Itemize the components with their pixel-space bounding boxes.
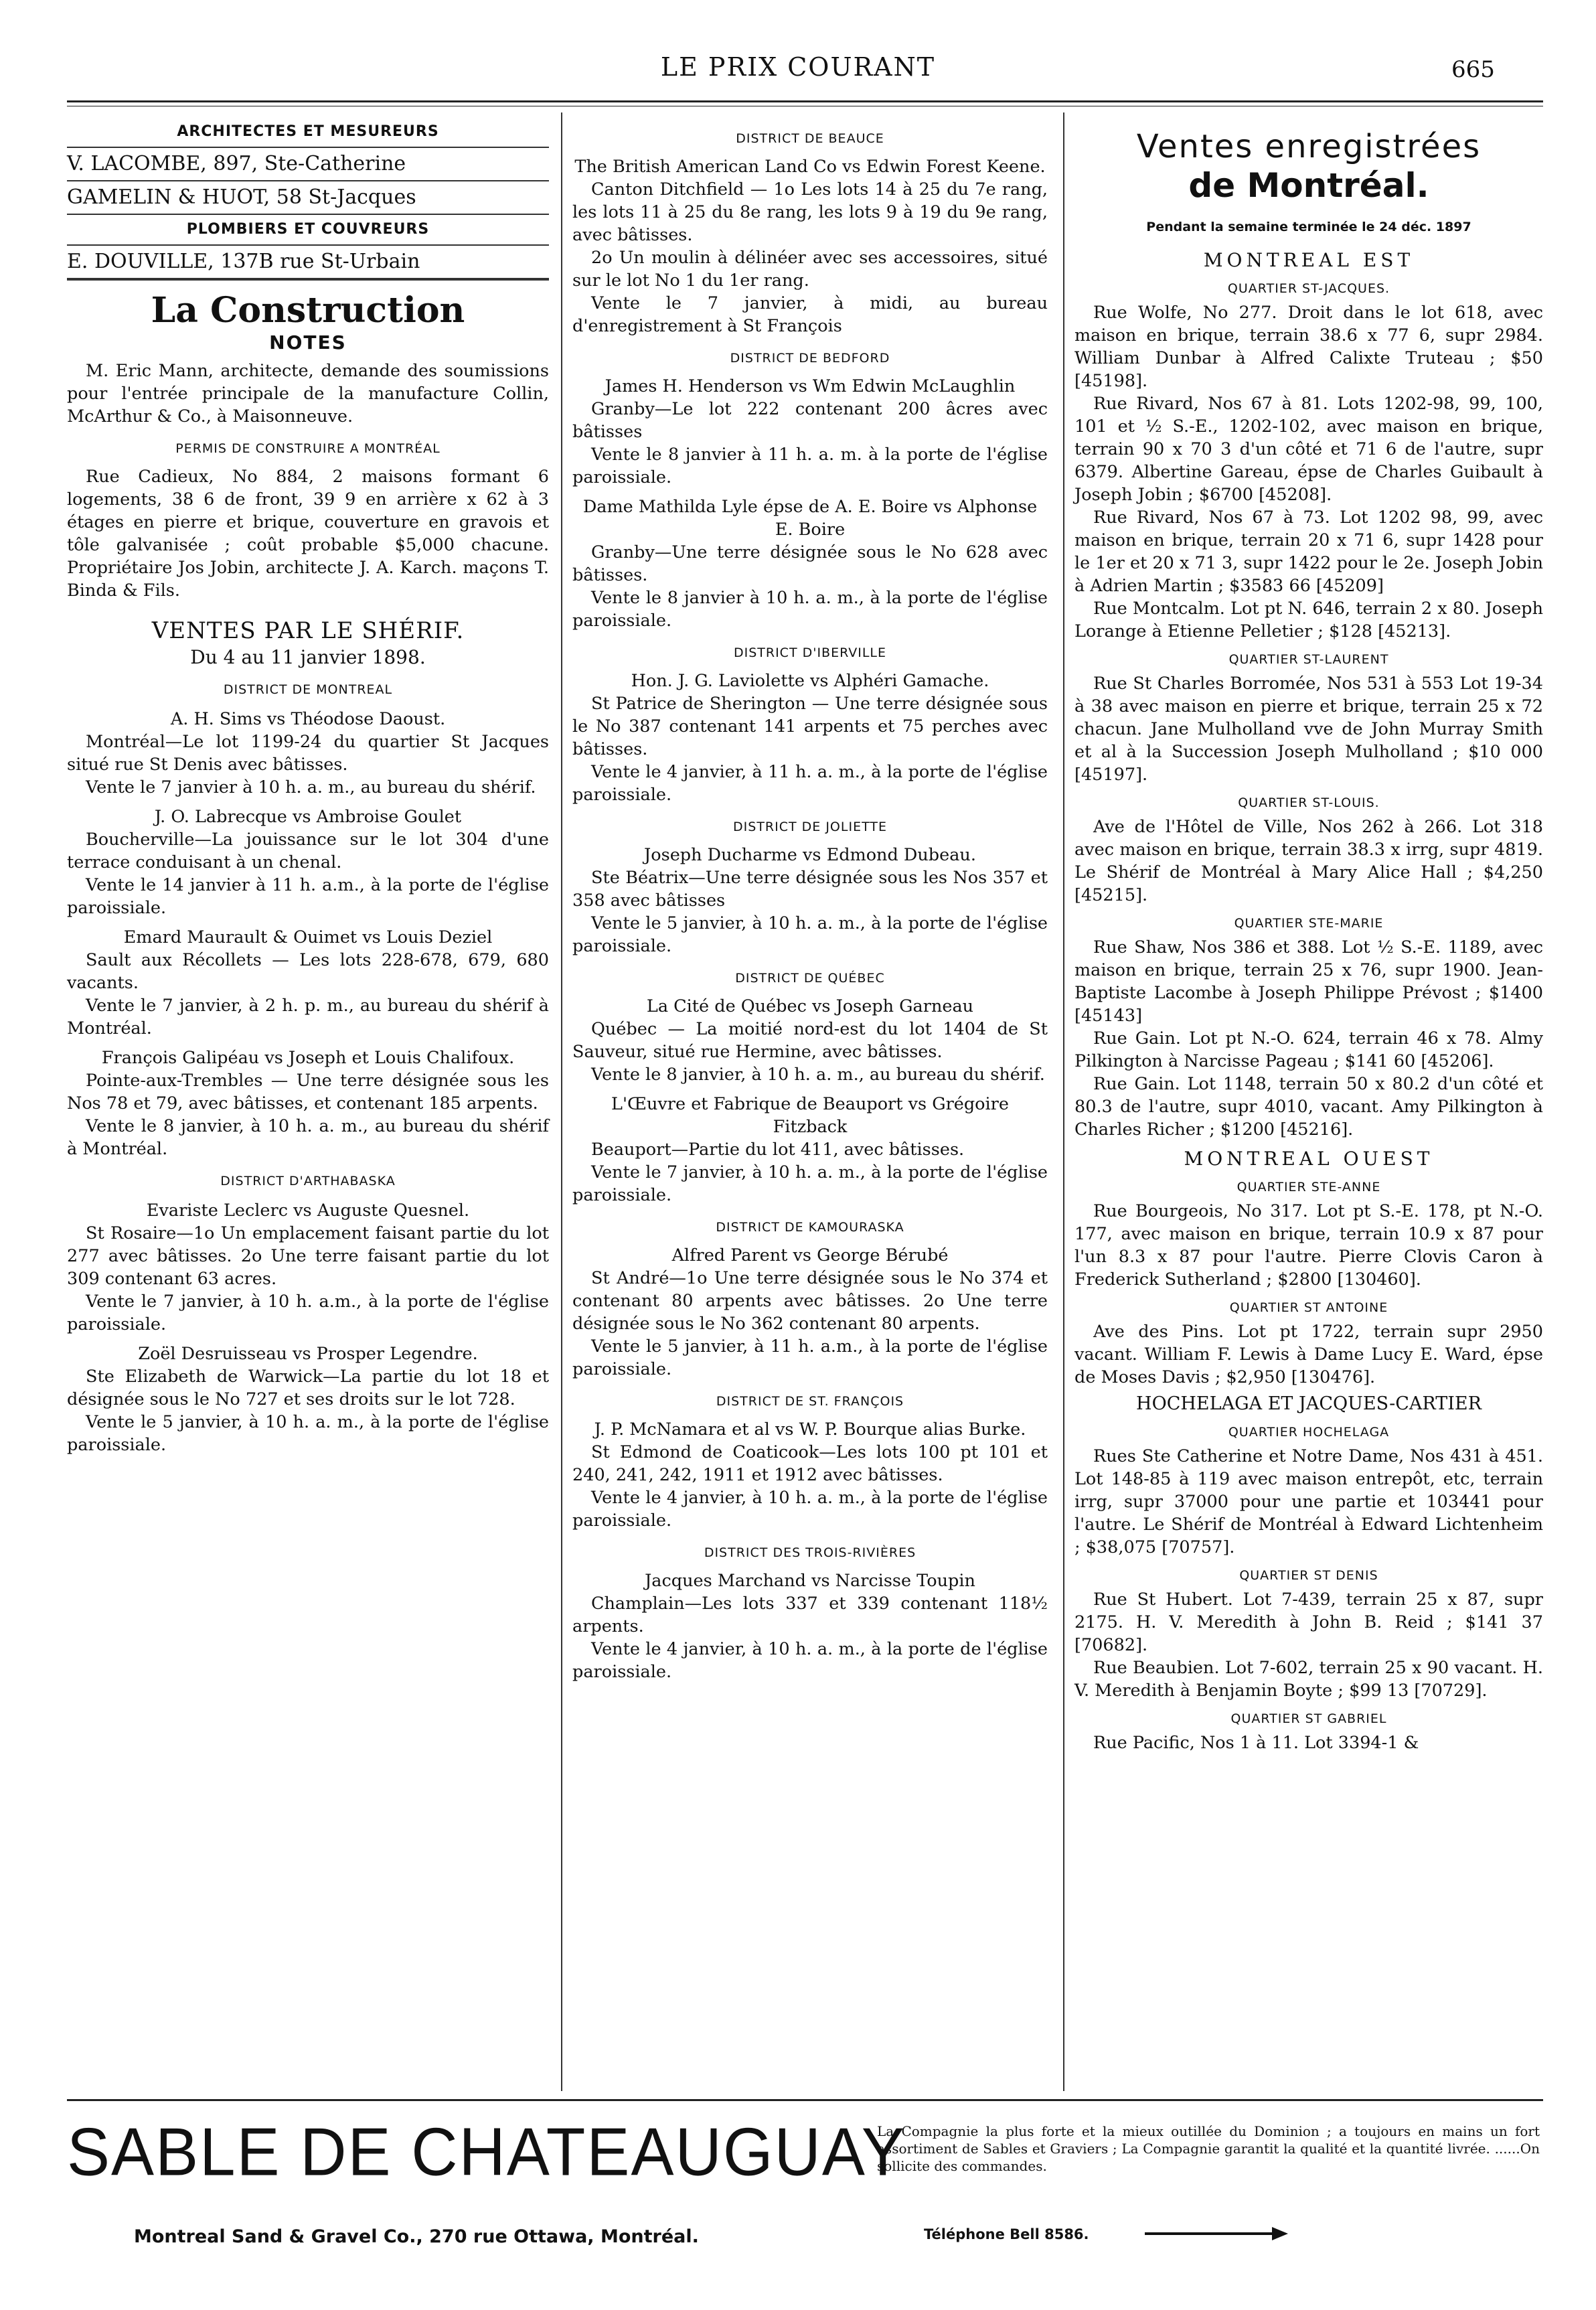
sale-entry: Rue St Charles Borromée, Nos 531 à 553 Lot 19-34 à 38 avec maison en pierre et brique, terrain 25 x 72 chacun. Jane Mulholland vve de John Murray Smith et al à la Succession Joseph Mulholland ; $10 000 [45197]. [1074, 674, 1543, 785]
case-sale: Vente le 7 janvier, à midi, au bureau d'enregistrement à St François [572, 293, 1048, 336]
case-title: The British American Land Co vs Edwin Forest Keene. [574, 157, 1046, 177]
card-gamelin: GAMELIN & HUOT, 58 St-Jacques [67, 185, 416, 209]
case-title: François Galipéau vs Joseph et Louis Chalifoux. [101, 1048, 515, 1068]
sale-entry: Rue Rivard, Nos 67 à 81. Lots 1202-98, 99, 100, 101 et ½ S.-E., 1202-102, avec maison en brique, terrain 90 x 70 3 d'un côté et 71 6 de l'autre, supr 6379. Albertine Gareau, épse de Charles Guibault à Joseph Jobin ; $6700 [45208]. [1074, 394, 1543, 505]
sale-entry: Rue Beaubien. Lot 7-602, terrain 25 x 90 vacant. H. V. Meredith à Benjamin Boyte ; $99 13 [70729]. [1074, 1658, 1543, 1701]
case-sale: Vente le 5 janvier, à 11 h. a.m., à la porte de l'église paroissiale. [572, 1336, 1048, 1379]
sale-entry: Ave des Pins. Lot pt 1722, terrain supr 2950 vacant. William F. Lewis à Dame Lucy E. Ward, épse de Moses Davis ; $2,950 [130476]. [1074, 1322, 1543, 1387]
district-bedford: DISTRICT DE BEDFORD [730, 351, 890, 366]
district-montreal: DISTRICT DE MONTREAL [223, 682, 393, 697]
divider [67, 244, 549, 246]
case-text: Sault aux Récollets — Les lots 228-678, 679, 680 vacants. [67, 950, 549, 993]
column-2 [572, 127, 1048, 1683]
divider [67, 147, 549, 148]
sherif-dates: Du 4 au 11 janvier 1898. [190, 646, 426, 668]
title-notes: NOTES [269, 331, 347, 354]
quartier-heading: QUARTIER ST-JACQUES. [1227, 281, 1390, 296]
card-douville: E. DOUVILLE, 137B rue St-Urbain [67, 250, 420, 273]
sale-entry: Rue Montcalm. Lot pt N. 646, terrain 2 x 80. Joseph Lorange à Etienne Pelletier ; $128 [45213]. [1074, 599, 1543, 641]
region-montreal-ouest: MONTREAL OUEST [1184, 1148, 1434, 1170]
sale-entry: Rue Wolfe, No 277. Droit dans le lot 618, avec maison en brique, terrain 38.6 x 77 6, supr 2984. William Dunbar à Alfred Calixte Truteau ; $50 [45198]. [1074, 303, 1543, 391]
district-iberville: DISTRICT D'IBERVILLE [733, 645, 887, 660]
divider [67, 180, 549, 181]
sale-entry: Rue Bourgeois, No 317. Lot pt S.-E. 178, pt N.-O. 177, avec maison en brique, terrain 10.9 x 87 pour l'un 8.3 x 87 pour l'autre. Pierre Clovis Caron à Frederick Sutherland ; $2800 [130460]. [1074, 1201, 1543, 1290]
case-text: Montréal—Le lot 1199-24 du quartier St Jacques situé rue St Denis avec bâtisses. [67, 732, 549, 775]
case-title: Emard Maurault & Ouimet vs Louis Deziel [123, 927, 493, 947]
case-text: St André—1o Une terre désignée sous le No 374 et contenant 80 arpents avec bâtisses. 2o Une terre désignée sous le No 362 contenant 80 arpents. [572, 1268, 1048, 1334]
quartier-heading: QUARTIER ST-LAURENT [1228, 652, 1389, 667]
case-text: Ste Elizabeth de Warwick—La partie du lot 18 et désignée sous le No 727 et ses droits sur le lot 728. [67, 1367, 549, 1409]
permis-text: Rue Cadieux, No 884, 2 maisons formant 6 logements, 38 6 de front, 39 9 en arrière x 62 à 3 étages en pierre et brique, couverture en gravois et tôle galvanisée ; coût probable $5,000 chacune. Propriétaire Jos Jobin, architecte J. A. Karch. maçons T. Binda & Fils. [67, 467, 549, 601]
district-kamouraska: DISTRICT DE KAMOURASKA [716, 1220, 904, 1235]
case-text: Pointe-aux-Trembles — Une terre désignée sous les Nos 78 et 79, avec bâtisses, et contenant 185 arpents. [67, 1071, 549, 1113]
case-title: Joseph Ducharme vs Edmond Dubeau. [644, 845, 976, 865]
case-title: Dame Mathilda Lyle épse de A. E. Boire vs Alphonse E. Boire [582, 497, 1038, 540]
case-sale: Vente le 8 janvier à 11 h. a. m. à la porte de l'église paroissiale. [572, 445, 1048, 487]
case-text: Granby—Une terre désignée sous le No 628 avec bâtisses. [572, 542, 1048, 585]
sale-entry: Ave de l'Hôtel de Ville, Nos 262 à 266. Lot 318 avec maison en brique, terrain 38.3 x irrg, supr 4819. Le Shérif de Montréal à Mary Alice Hall ; $4,250 [45215]. [1074, 817, 1543, 905]
sale-entry: Rue Gain. Lot 1148, terrain 50 x 80.2 d'un côté et 80.3 de l'autre, supr 4010, vacant. Amy Pilkington à Charles Richer ; $1200 [45216]. [1074, 1074, 1543, 1140]
case-sale: Vente le 7 janvier, à 10 h. a. m., à la porte de l'église paroissiale. [572, 1162, 1048, 1205]
case-sale: Vente le 8 janvier à 10 h. a. m., à la porte de l'église paroissiale. [572, 588, 1048, 631]
case-sale: Vente le 14 janvier à 11 h. a.m., à la porte de l'église paroissiale. [67, 875, 549, 918]
case-title: J. P. McNamara et al vs W. P. Bourque alias Burke. [594, 1419, 1026, 1440]
case-text: Boucherville—La jouissance sur le lot 304 d'une terrace conduisant à un chenal. [67, 830, 549, 872]
card-lacombe: V. LACOMBE, 897, Ste-Catherine [67, 152, 406, 175]
column-1 [67, 121, 549, 1456]
district-quebec: DISTRICT DE QUÉBEC [735, 971, 885, 986]
sale-entry: Rue Shaw, Nos 386 et 388. Lot ½ S.-E. 1189, avec maison en brique, terrain 25 x 76, supr 1900. Jean-Baptiste Lacombe à Joseph Philippe Prévost ; $1400 [45143] [1074, 937, 1543, 1026]
header-rule [67, 100, 1543, 102]
case-text: St Edmond de Coaticook—Les lots 100 pt 101 et 240, 241, 242, 1911 et 1912 avec bâtisses. [572, 1442, 1048, 1485]
ad-title: SABLE DE CHATEAUGUAY [67, 2114, 906, 2190]
case-text: St Patrice de Sherington — Une terre désignée sous le No 387 contenant 141 arpents et 75 perches avec bâtisses. [572, 694, 1048, 759]
permis-title: PERMIS DE CONSTRUIRE A MONTRÉAL [175, 441, 441, 456]
case-sale: Vente le 5 janvier, à 10 h. a. m., à la porte de l'église paroissiale. [67, 1412, 549, 1455]
ad-telephone: Téléphone Bell 8586. [924, 2226, 1089, 2242]
column-divider-1 [561, 112, 562, 2091]
title-ventes: Ventes enregistrées [1136, 128, 1482, 165]
footer-rule [67, 2099, 1543, 2101]
case-title: Evariste Leclerc vs Auguste Quesnel. [146, 1201, 470, 1221]
week-ending: Pendant la semaine terminée le 24 déc. 1897 [1146, 220, 1471, 234]
case-text: Beauport—Partie du lot 411, avec bâtisses. [591, 1140, 965, 1160]
quartier-heading: QUARTIER STE-ANNE [1236, 1180, 1381, 1195]
column-divider-2 [1063, 112, 1064, 2091]
sale-entry: Rues Ste Catherine et Notre Dame, Nos 431 à 451. Lot 148-85 à 119 avec maison entrepôt, etc, terrain irrg, supr 37000 pour une partie et 103441 pour l'autre. Le Shérif de Montréal à Edward Lichtenheim ; $38,075 [70757]. [1074, 1446, 1543, 1557]
case-sale: Vente le 7 janvier, à 10 h. a.m., à la porte de l'église paroissiale. [67, 1292, 549, 1334]
arrow-shaft [1145, 2232, 1279, 2235]
quartier-heading: QUARTIER HOCHELAGA [1228, 1425, 1390, 1440]
case-sale: Vente le 7 janvier à 10 h. a. m., au bureau du shérif. [86, 777, 536, 797]
case-sale: Vente le 8 janvier, à 10 h. a. m., au bureau du shérif à Montréal. [67, 1116, 549, 1159]
quartier-heading: QUARTIER ST GABRIEL [1230, 1711, 1387, 1726]
quartier-heading: QUARTIER ST ANTOINE [1229, 1300, 1388, 1315]
sale-entry: Rue Gain. Lot pt N.-O. 624, terrain 46 x 78. Almy Pilkington à Narcisse Pageau ; $141 60 [45206]. [1074, 1028, 1543, 1071]
ad-company: Montreal Sand & Gravel Co., 270 rue Ottawa, Montréal. [134, 2226, 699, 2247]
case-title: La Cité de Québec vs Joseph Garneau [646, 996, 974, 1016]
arrow-icon [1272, 2227, 1288, 2240]
quartier-heading: QUARTIER STE-MARIE [1234, 916, 1384, 931]
sale-entry: Rue St Hubert. Lot 7-439, terrain 25 x 87, supr 2175. H. V. Meredith à John B. Reid ; $141 37 [70682]. [1074, 1590, 1543, 1655]
district-st-francois: DISTRICT DE ST. FRANÇOIS [716, 1394, 904, 1409]
column-3 [1074, 127, 1543, 1754]
case-sale: Vente le 5 janvier, à 10 h. a. m., à la porte de l'église paroissiale. [572, 913, 1048, 956]
case-title: Zoël Desruisseau vs Prosper Legendre. [138, 1344, 478, 1364]
case-title: Hon. J. G. Laviolette vs Alphéri Gamache. [631, 671, 989, 691]
ad-blurb: La Compagnie la plus forte et la mieux outillée du Dominion ; a toujours en mains un fort assortiment de Sables et Graviers ; La Compagnie garantit la qualité et la quantité livrée. ......On sollicite des commandes. [877, 2123, 1540, 2174]
divider [67, 278, 549, 281]
quartier-heading: QUARTIER ST-LOUIS. [1238, 795, 1380, 810]
quartier-heading: QUARTIER ST DENIS [1239, 1568, 1378, 1583]
case-sale: Vente le 4 janvier, à 10 h. a. m., à la porte de l'église paroissiale. [572, 1488, 1048, 1531]
page-header-title: LE PRIX COURANT [660, 52, 936, 82]
district-beauce: DISTRICT DE BEAUCE [736, 131, 884, 146]
district-trois-rivieres: DISTRICT DES TROIS-RIVIÈRES [704, 1545, 916, 1560]
region-hochelaga: HOCHELAGA ET JACQUES-CARTIER [1136, 1393, 1482, 1414]
district-joliette: DISTRICT DE JOLIETTE [733, 820, 887, 834]
case-text: Ste Béatrix—Une terre désignée sous les Nos 357 et 358 avec bâtisses [572, 868, 1048, 911]
section-architectes: ARCHITECTES ET MESUREURS [177, 123, 439, 140]
case-title: James H. Henderson vs Wm Edwin McLaughlin [605, 376, 1016, 396]
divider [67, 214, 549, 215]
case-text: Québec — La moitié nord-est du lot 1404 de St Sauveur, situé rue Hermine, avec bâtisses. [572, 1019, 1048, 1062]
case-text: St Rosaire—1o Un emplacement faisant partie du lot 277 avec bâtisses. 2o Une terre faisant partie du lot 309 contenant 63 acres. [67, 1223, 549, 1289]
section-plombiers: PLOMBIERS ET COUVREURS [186, 221, 430, 238]
case-sale: Vente le 4 janvier, à 10 h. a. m., à la porte de l'église paroissiale. [572, 1639, 1048, 1682]
title-construction: La Construction [151, 290, 465, 331]
sale-entry: Rue Pacific, Nos 1 à 11. Lot 3394-1 & [1093, 1733, 1419, 1753]
case-title: A. H. Sims vs Théodose Daoust. [170, 709, 446, 729]
case-sale: Vente le 8 janvier, à 10 h. a. m., au bureau du shérif. [591, 1065, 1045, 1085]
case-title: Alfred Parent vs George Bérubé [671, 1245, 949, 1265]
case-sale: Vente le 4 janvier, à 11 h. a. m., à la porte de l'église paroissiale. [572, 762, 1048, 805]
case-sale: Vente le 7 janvier, à 2 h. p. m., au bureau du shérif à Montréal. [67, 996, 549, 1038]
case-title: J. O. Labrecque vs Ambroise Goulet [154, 807, 462, 827]
case-text: Champlain—Les lots 337 et 339 contenant 118½ arpents. [572, 1594, 1048, 1636]
region-montreal-est: MONTREAL EST [1203, 249, 1415, 271]
notes-text: M. Eric Mann, architecte, demande des soumissions pour l'entrée principale de la manufacture Collin, McArthur & Co., à Maisonneuve. [67, 361, 549, 427]
title-sherif: VENTES PAR LE SHÉRIF. [151, 617, 465, 644]
sale-entry: Rue Rivard, Nos 67 à 73. Lot 1202 98, 99, avec maison en brique, terrain 20 x 71 6, supr 1428 pour le 1er et 20 x 71 3, supr 1422 pour le 2e. Joseph Jobin à Adrien Martin ; $3583 66 [45209] [1074, 508, 1543, 596]
case-title: L'Œuvre et Fabrique de Beauport vs Grégoire Fitzback [611, 1094, 1009, 1137]
title-montreal: de Montréal. [1188, 166, 1429, 205]
page-number: 665 [1451, 56, 1495, 83]
case-text: 2o Un moulin à délinéer avec ses accessoires, situé sur le lot No 1 du 1er rang. [572, 248, 1048, 291]
district-arthabaska: DISTRICT D'ARTHABASKA [220, 1174, 396, 1188]
case-text: Granby—Le lot 222 contenant 200 âcres avec bâtisses [572, 399, 1048, 442]
case-text: Canton Ditchfield — 1o Les lots 14 à 25 du 7e rang, les lots 11 à 25 du 8e rang, les lots 9 à 19 du 9e rang, avec bâtisses. [572, 179, 1048, 245]
case-title: Jacques Marchand vs Narcisse Toupin [645, 1571, 975, 1591]
